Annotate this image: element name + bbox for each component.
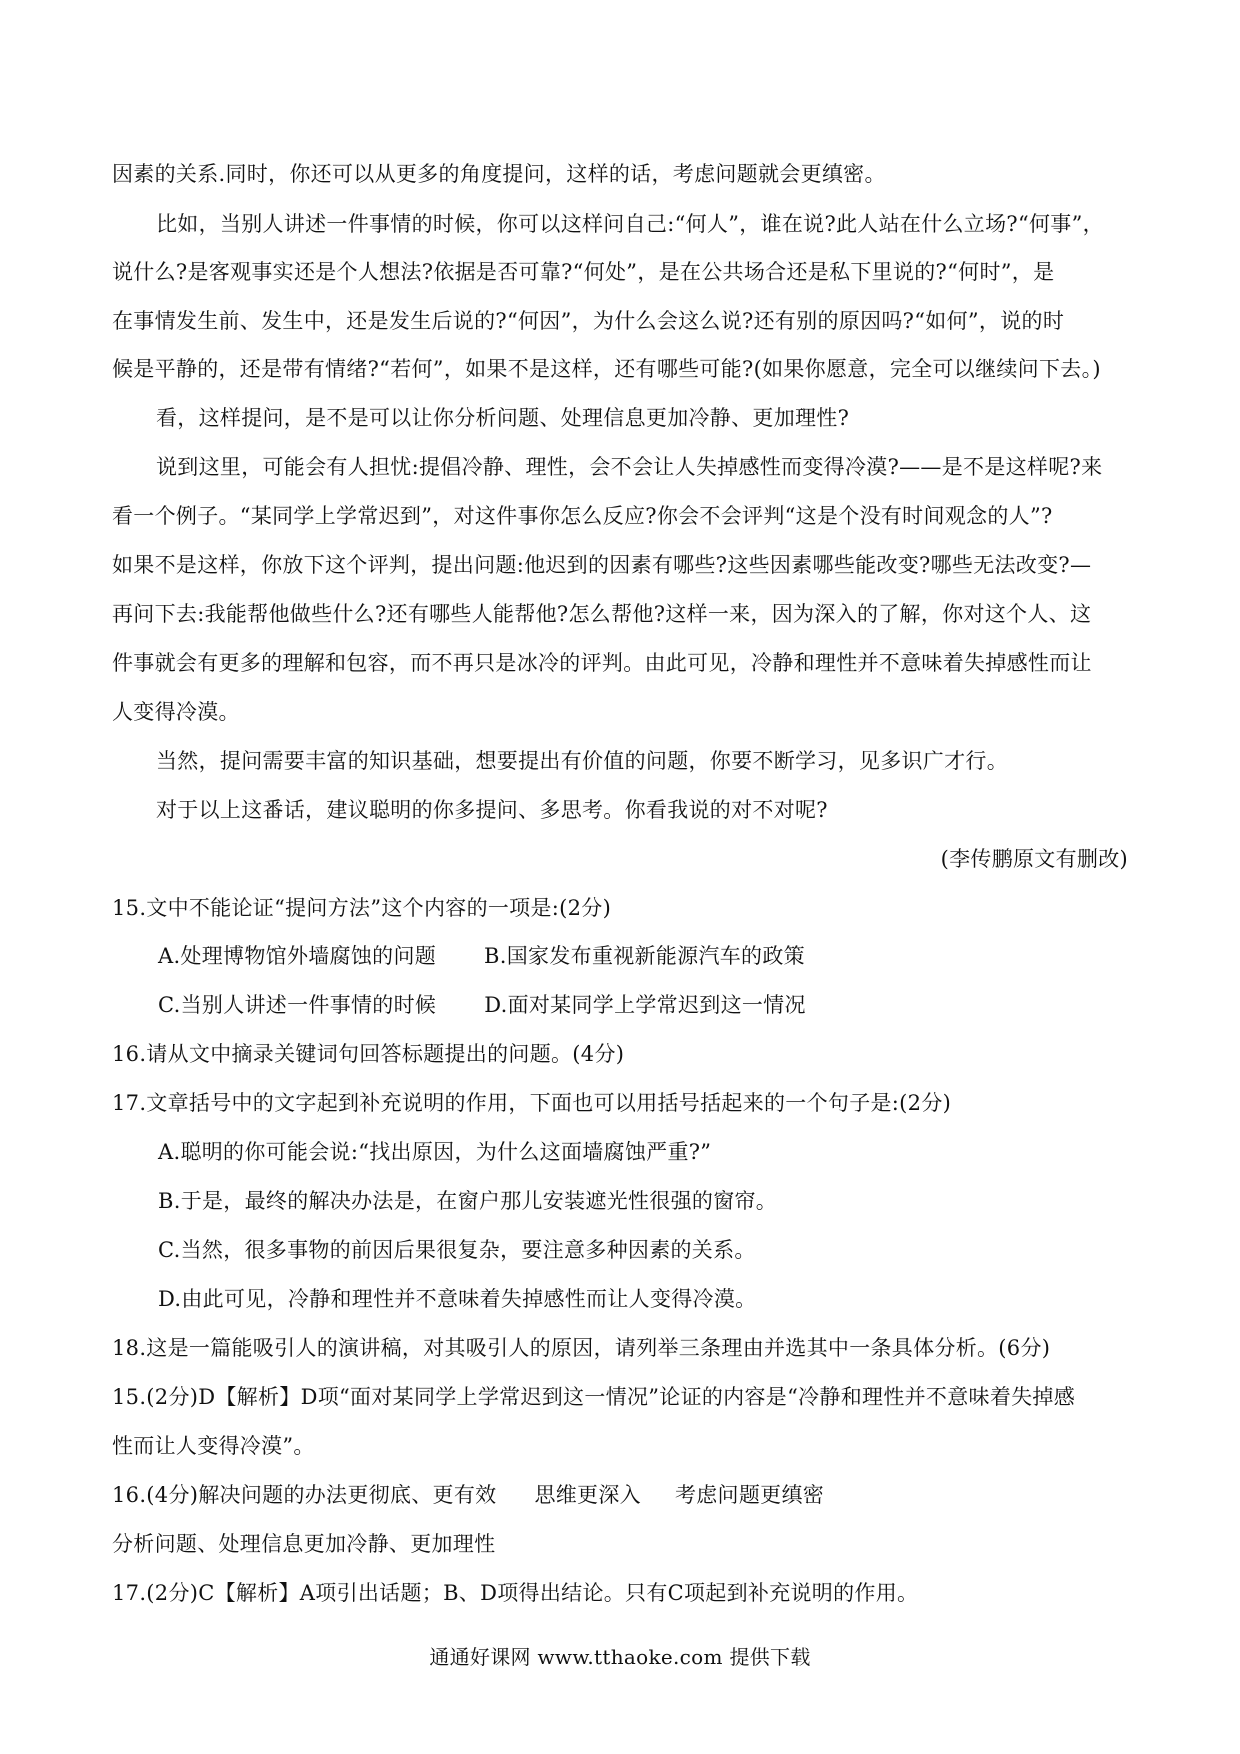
answer-16-line-1 (112, 1479, 824, 1509)
passage-line: 看，这样提问，是不是可以让你分析问题、处理信息更加冷静、更加理性? (156, 406, 850, 430)
answer-17: 17.(2分)C【解析】A项引出话题；B、D项得出结论。只有C项起到补充说明的作用。 (112, 1581, 919, 1605)
question-17-option-b: B.于是，最终的解决办法是，在窗户那儿安装遮光性很强的窗帘。 (158, 1189, 778, 1213)
passage-line: 再问下去:我能帮他做些什么?还有哪些人能帮他?怎么帮他?这样一来，因为深入的了解，你对这个人、这 (112, 602, 1092, 626)
answer-15-line-2: 性而让人变得冷漠”。 (112, 1434, 315, 1458)
passage-line: 如果不是这样，你放下这个评判，提出问题:他迟到的因素有哪些?这些因素哪些能改变?哪些无法改变?— (112, 553, 1092, 577)
passage-line: 说到这里，可能会有人担忧:提倡冷静、理性，会不会让人失掉感性而变得冷漠?——是不是这样呢?来 (156, 455, 1103, 479)
option-b: B.国家发布重视新能源汽车的政策 (484, 944, 805, 968)
passage-line: 件事就会有更多的理解和包容，而不再只是冰冷的评判。由此可见，冷静和理性并不意味着失掉感性而让 (112, 651, 1092, 675)
passage-line: 在事情发生前、发生中，还是发生后说的?“何因”，为什么会这么说?还有别的原因吗?“如何”，说的时 (112, 309, 1065, 333)
footer-text: 通通好课网 www.tthaoke.com 提供下载 (429, 1645, 811, 1669)
answer-16-line-2: 分析问题、处理信息更加冷静、更加理性 (112, 1532, 496, 1556)
passage-line: 因素的关系.同时，你还可以从更多的角度提问，这样的话，考虑问题就会更缜密。 (112, 162, 886, 186)
option-c: C.当别人讲述一件事情的时候 (158, 993, 437, 1017)
option-a: A.处理博物馆外墙腐蚀的问题 (158, 944, 437, 968)
answer-16-part-3: 考虑问题更缜密 (674, 1483, 825, 1507)
question-17-option-a: A.聪明的你可能会说:“找出原因，为什么这面墙腐蚀严重?” (158, 1140, 712, 1164)
question-17-option-d: D.由此可见，冷静和理性并不意味着失掉感性而让人变得冷漠。 (158, 1287, 757, 1311)
passage-source: (李传鹏原文有删改) (940, 847, 1128, 871)
answer-15-line-1: 15.(2分)D【解析】D项“面对某同学上学常迟到这一情况”论证的内容是“冷静和理性并不意味着失掉感 (112, 1385, 1076, 1409)
passage-line: 比如，当别人讲述一件事情的时候，你可以这样问自己:“何人”，谁在说?此人站在什么立场?“何事”， (156, 212, 1104, 236)
question-18-stem: 18.这是一篇能吸引人的演讲稿，对其吸引人的原因，请列举三条理由并选其中一条具体分析。(6分) (112, 1336, 1051, 1360)
passage-line: 候是平静的，还是带有情绪?“若何”，如果不是这样，还有哪些可能?(如果你愿意，完全可以继续问下去。) (112, 357, 1101, 381)
question-15-options-row-2 (158, 989, 806, 1019)
passage-line: 当然，提问需要丰富的知识基础，想要提出有价值的问题，你要不断学习，见多识广才行。 (156, 749, 1008, 773)
question-16-stem: 16.请从文中摘录关键词句回答标题提出的问题。(4分) (112, 1042, 625, 1066)
passage-line: 看一个例子。“某同学上学常迟到”，对这件事你怎么反应?你会不会评判“这是个没有时间观念的人”? (112, 504, 1053, 528)
passage-line: 说什么?是客观事实还是个人想法?依据是否可靠?“何处”，是在公共场合还是私下里说的?“何时”，是 (112, 260, 1055, 284)
question-17-option-c: C.当然，很多事物的前因后果很复杂，要注意多种因素的关系。 (158, 1238, 756, 1262)
passage-line: 人变得冷漠。 (112, 700, 240, 724)
option-d: D.面对某同学上学常迟到这一情况 (484, 993, 806, 1017)
question-17-stem: 17.文章括号中的文字起到补充说明的作用，下面也可以用括号括起来的一个句子是:(2分) (112, 1091, 952, 1115)
answer-16-part-2: 思维更深入 (534, 1483, 641, 1507)
question-15-stem: 15.文中不能论证“提问方法”这个内容的一项是:(2分) (112, 896, 612, 920)
answer-16-part-1: 16.(4分)解决问题的办法更彻底、更有效 (112, 1483, 497, 1507)
passage-line: 对于以上这番话，建议聪明的你多提问、多思考。你看我说的对不对呢? (156, 798, 828, 822)
question-15-options-row-1 (158, 940, 805, 970)
